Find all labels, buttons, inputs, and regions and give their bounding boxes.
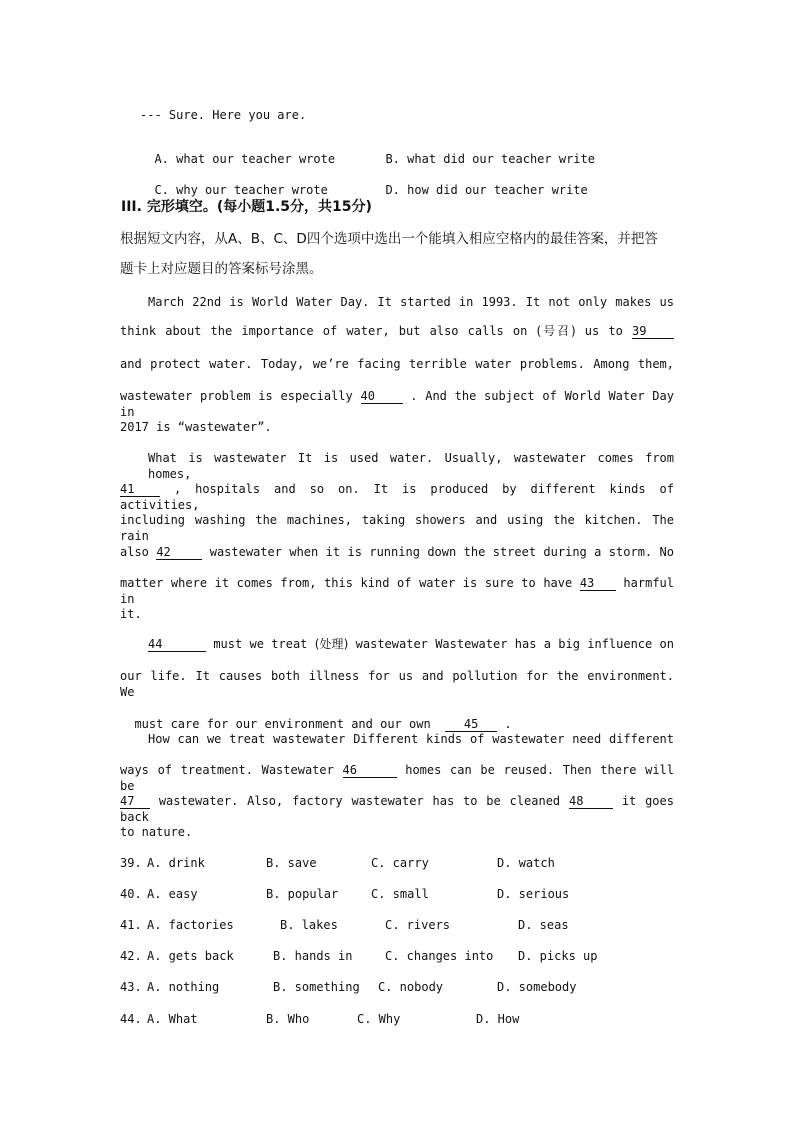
option-c: C. rivers <box>385 918 451 932</box>
blank-46: 46 <box>343 763 397 778</box>
passage-p4-line4: to nature. <box>120 825 193 839</box>
option-c: C. small <box>371 887 429 901</box>
section-heading: III. 完形填空。(每小题1.5分，共15分) <box>121 199 372 215</box>
option-d: D. seas <box>518 918 569 932</box>
blank-45: 45 <box>445 717 497 732</box>
passage-p1-line5: 2017 is “wastewater”. <box>120 420 272 434</box>
passage-p2-line1: What is wastewater It is used water. Usually, wastewater comes from homes, <box>148 451 674 481</box>
option-d: D. picks up <box>518 949 598 963</box>
text: , hospitals and so on. It is produced by different kinds of activities, <box>120 482 674 512</box>
prev-answer-line: --- Sure. Here you are. <box>140 108 307 122</box>
blank-41: 41 <box>120 482 160 497</box>
passage-p1-line1: March 22nd is World Water Day. It started in 1993. It not only makes us <box>148 295 674 309</box>
option-b: B. save <box>266 856 317 870</box>
text: homes can be reused. Then there will be <box>120 763 675 793</box>
passage-p4-line1: How can we treat wastewater Different kinds of wastewater need different <box>148 732 674 746</box>
option-b: B. Who <box>266 1012 310 1026</box>
section-instruction-line2: 题卡上对应题目的答案标号涂黑。 <box>120 261 323 277</box>
text: must care for our environment and our own <box>134 717 431 731</box>
option-text: what our teacher wrote <box>176 152 336 166</box>
text: matter where it comes from, this kind of water is sure to have <box>120 576 573 590</box>
text: harmful in <box>120 576 674 606</box>
passage-p3-line1 <box>148 636 674 652</box>
option-d: D. serious <box>497 887 570 901</box>
passage-p4-line2 <box>120 762 675 793</box>
prev-option-b <box>371 138 595 166</box>
blank-44: 44 <box>148 637 206 652</box>
option-a: A. nothing <box>147 980 220 994</box>
question-number: 40. <box>120 887 142 901</box>
passage-p1-line4 <box>120 388 674 419</box>
blank-48: 48 <box>569 794 613 809</box>
question-number: 39. <box>120 856 142 870</box>
text: wastewater problem is especially <box>120 389 353 403</box>
passage-p3-line3 <box>120 700 512 732</box>
question-number: 43. <box>120 980 142 994</box>
option-a: A. easy <box>147 887 198 901</box>
blank-40: 40 <box>361 389 403 404</box>
option-letter: D. <box>385 183 400 197</box>
option-text: what did our teacher write <box>407 152 595 166</box>
option-c: C. changes into <box>385 949 494 963</box>
option-d: D. somebody <box>497 980 577 994</box>
passage-p2-line2 <box>120 481 674 512</box>
option-a: A. drink <box>147 856 205 870</box>
passage-p2-line5 <box>120 575 674 606</box>
text: us to <box>584 324 623 338</box>
blank-42: 42 <box>156 545 202 560</box>
option-c: C. carry <box>371 856 429 870</box>
option-b: B. hands in <box>273 949 353 963</box>
prev-option-a <box>140 138 335 166</box>
passage-p2-line4 <box>120 544 674 560</box>
option-d: D. watch <box>497 856 555 870</box>
option-letter: B. <box>385 152 400 166</box>
option-b: B. popular <box>266 887 339 901</box>
text: wastewater. Also, factory wastewater has to be cleaned <box>158 794 561 808</box>
text: must we treat <box>213 637 308 651</box>
option-b: B. something <box>273 980 360 994</box>
blank-43: 43 <box>580 576 616 591</box>
text-cn-note: (号召) <box>536 324 576 338</box>
text: it goes back <box>120 794 674 824</box>
passage-p4-line3 <box>120 793 674 824</box>
option-c: C. Why <box>357 1012 401 1026</box>
section-instruction-line1: 根据短文内容，从A、B、C、D四个选项中选出一个能填入相应空格内的最佳答案，并把答 <box>120 231 658 247</box>
option-text: why our teacher wrote <box>176 183 328 197</box>
text: also <box>120 545 149 559</box>
option-a: A. What <box>147 1012 198 1026</box>
passage-p1-line3: and protect water. Today, we’re facing terrible water problems. Among them, <box>120 357 674 371</box>
passage-p3-line2: our life. It causes both illness for us and pollution for the environment. We <box>120 669 674 699</box>
blank-47: 47 <box>120 794 150 809</box>
text: wastewater when it is running down the street during a storm. No <box>209 545 674 559</box>
prev-option-c <box>140 169 328 197</box>
question-number: 41. <box>120 918 142 932</box>
option-letter: C. <box>154 183 169 197</box>
text: . <box>504 717 512 731</box>
option-a: A. factories <box>147 918 234 932</box>
text: . And the subject of World Water Day in <box>120 389 674 419</box>
text-cn-note: (处理) <box>314 637 349 651</box>
passage-p2-line6: it. <box>120 607 142 621</box>
text: ways of treatment. Wastewater <box>120 763 334 777</box>
option-d: D. How <box>476 1012 520 1026</box>
passage-p2-line3: including washing the machines, taking showers and using the kitchen. The rain <box>120 513 674 543</box>
option-text: how did our teacher write <box>407 183 588 197</box>
passage-p1-line2 <box>120 323 674 339</box>
question-number: 44. <box>120 1012 142 1026</box>
question-number: 42. <box>120 949 142 963</box>
option-a: A. gets back <box>147 949 234 963</box>
text: wastewater Wastewater has a big influence on <box>355 637 674 651</box>
option-b: B. lakes <box>280 918 338 932</box>
text: think about the importance of water, but also calls on <box>120 324 528 338</box>
blank-39: 39 <box>632 324 674 339</box>
option-c: C. nobody <box>378 980 444 994</box>
prev-option-d <box>371 169 588 197</box>
option-letter: A. <box>154 152 169 166</box>
